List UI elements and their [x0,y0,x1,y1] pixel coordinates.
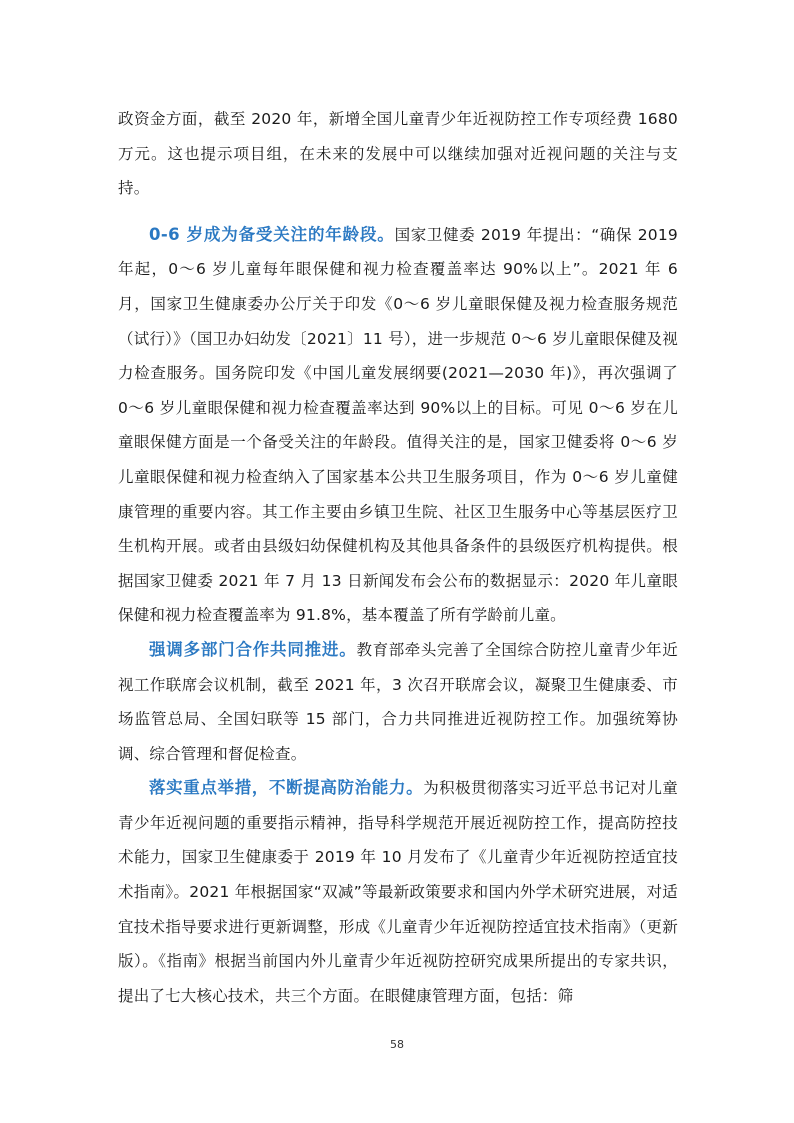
paragraph-lead-heading: 强调多部门合作共同推进。 [149,639,357,659]
page-number: 58 [390,1038,404,1051]
paragraph-text: 为积极贯彻落实习近平总书记对儿童青少年近视问题的重要指示精神，指导科学规范开展近视防控工作，提高防控技术能力，国家卫生健康委于 2019 年 10 月发布了《儿童青少年近视防控适宜技术指南》。2021 年根据国家“双减”等最新政策要求和国内外学术研究进展，对适宜技术指导要求进行更新调整，形成《儿童青少年近视防控适宜技术指南》（更新版）。《指南》根据当前国内外儿童青少年近视防控研究成果所提出的专家共识，提出了七大核心技术，共三个方面。在眼健康管理方面，包括：筛 [118,779,678,1005]
paragraph-text: 国家卫健委 2019 年提出：“确保 2019 年起，0～6 岁儿童每年眼保健和视力检查覆盖率达 90%以上”。2021 年 6 月，国家卫生健康委办公厅关于印发《0～6 岁儿童眼保健及视力检查服务规范（试行）》（国卫办妇幼发〔2021〕11 号），进一步规范 0～6 岁儿童眼保健及视力检查服务。国务院印发《中国儿童发展纲要(2021—2030 年)》，再次强调了 0～6 岁儿童眼保健和视力检查覆盖率达到 90%以上的目标。可见 0～6 岁在儿童眼保健方面是一个备受关注的年龄段。值得关注的是，国家卫健委将 0～6 岁儿童眼保健和视力检查纳入了国家基本公共卫生服务项目，作为 0～6 岁儿童健康管理的重要内容。其工作主要由乡镇卫生院、社区卫生服务中心等基层医疗卫生机构开展。或者由县级妇幼保健机构及其他具备条件的县级医疗机构提供。根据国家卫健委 2021 年 7 月 13 日新闻发布会公布的数据显示：2020 年儿童眼保健和视力检查覆盖率为 91.8%，基本覆盖了所有学龄前儿童。 [118,225,678,625]
paragraph-multi-department [118,633,678,771]
paragraph-funding-continuation [118,102,678,206]
paragraph-age-group [118,218,678,633]
paragraph-text: 教育部牵头完善了全国综合防控儿童青少年近视工作联席会议机制，截至 2021 年，3 次召开联席会议，凝聚卫生健康委、市场监管总局、全国妇联等 15 部门，合力共同推进近视防控工作。加强统筹协调、综合管理和督促检查。 [118,640,678,763]
paragraph-text: 政资金方面，截至 2020 年，新增全国儿童青少年近视防控工作专项经费 1680 万元。这也提示项目组，在未来的发展中可以继续加强对近视问题的关注与支持。 [118,110,678,198]
paragraph-lead-heading: 0-6 岁成为备受关注的年龄段。 [149,224,395,244]
paragraph-key-measures [118,771,678,1013]
paragraph-lead-heading: 落实重点举措，不断提高防治能力。 [149,778,424,798]
document-body [118,102,678,1013]
